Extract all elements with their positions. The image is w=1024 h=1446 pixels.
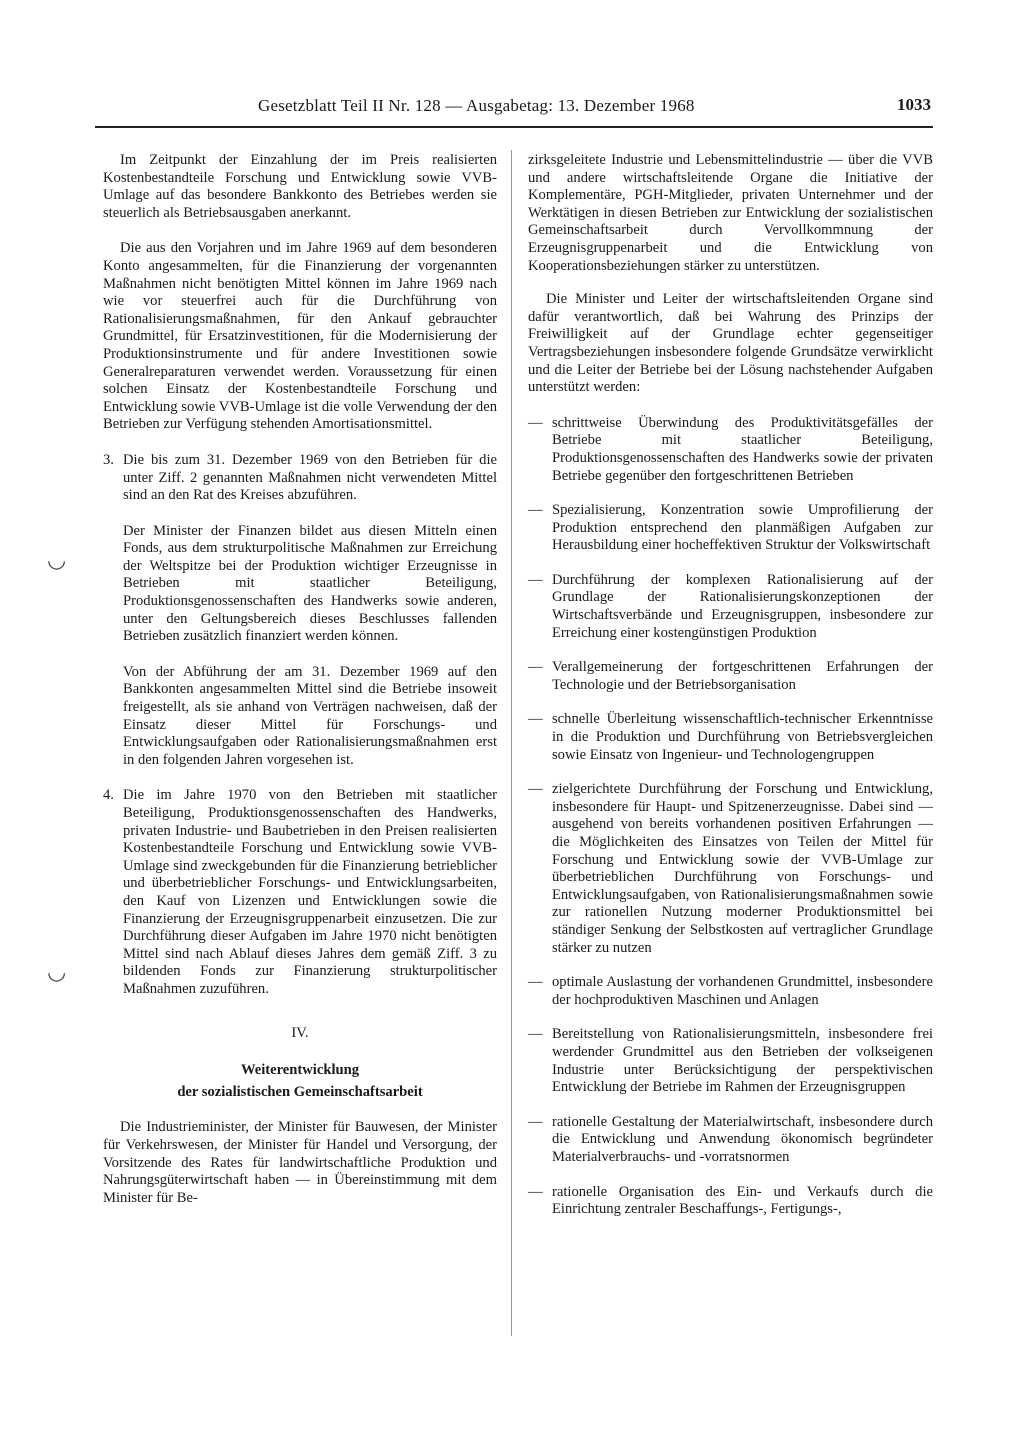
header-title: Gesetzblatt Teil II Nr. 128 — Ausgabetag: 13. Dezember 1968 (258, 96, 695, 115)
list-item-text: Durchführung der komplexen Rationalisierung auf der Grundlage der Rationalisierungskonzeptionen der Wirtschaftsverbände und Erzeugnisgruppen, insbesondere zur Erreichung einer kostengünstigen Produktion (552, 571, 933, 641)
list-item (528, 781, 933, 957)
column-divider (511, 150, 512, 1336)
list-item (528, 1026, 933, 1096)
list-item-text: Bereitstellung von Rationalisierungsmitteln, insbesondere frei werdender Grundmittel aus den Betrieben der volkseigenen Industrie unter Berücksichtigung der perspektivischen Entwicklung der Betriebe im Rahmen der Erzeugnisgruppen (552, 1026, 933, 1096)
list-item-text: rationelle Organisation des Ein- und Verkaufs durch die Einrichtung zentraler Beschaffungs-, Fertigungs-, (552, 1183, 933, 1218)
paragraph: Der Minister der Finanzen bildet aus diesen Mitteln einen Fonds, aus dem strukturpolitische Maßnahmen zur Erreichung der Weltspitze bei der Produktion wichtiger Erzeugnisse in Betrieben mit staatlicher Beteiligung, Produktionsgenossenschaften des Handwerks sowie anderen, unter den Geltungsbereich dieses Beschlusses fallenden Betrieben zusätzlich finanziert werden können. (123, 522, 497, 645)
dash-bullet: — (528, 711, 543, 728)
list-item (528, 415, 933, 485)
paragraph: Die aus den Vorjahren und im Jahre 1969 auf dem besonderen Konto angesammelten, für die Finanzierung der vorgenannten Maßnahmen nicht benötigten Mittel können im Jahre 1969 nach wie vor steuerfrei auch für die Durchführung von Rationalisierungsmaßnahmen, für den Ankauf gebrauchter Grundmittel, für Ersatzinvestitionen, für die Modernisierung der Produktionsinstrumente und für andere Investitionen sowie Generalreparaturen verwendet werden. Voraussetzung für einen solchen Einsatz der Kostenbestandteile Forschung und Entwicklung sowie VVB-Umlage ist die volle Verwendung der den Betrieben zur Verfügung stehenden Amortisationsmittel. (103, 240, 497, 433)
margin-mark: ◡ (47, 960, 67, 985)
list-item (528, 711, 933, 764)
left-column (103, 152, 497, 1225)
numbered-item-4 (103, 787, 497, 998)
list-item-text: rationelle Gestaltung der Materialwirtschaft, insbesondere durch die Entwicklung und Anwendung ökonomisch begründeter Materialverbrauchs- und -vorratsnormen (552, 1113, 933, 1165)
dash-bullet: — (528, 781, 543, 798)
list-item-text: schnelle Überleitung wissenschaftlich-technischer Erkenntnisse in die Produktion und Durchführung von Betriebsvergleichen sowie Einsatz von Ingenieur- und Technologengruppen (552, 711, 933, 763)
paragraph: Die Industrieminister, der Minister für Bauwesen, der Minister für Verkehrswesen, der Minister für Handel und Versorgung, der Vorsitzende des Rates für landwirtschaftliche Produktion und Nahrungsgüterwirtschaft haben — in Übereinstimmung mit dem Minister für Be- (103, 1119, 497, 1206)
section-subtitle: der sozialistischen Gemeinschaftsarbeit (177, 1083, 423, 1100)
dash-bullet: — (528, 974, 543, 991)
list-item-text: optimale Auslastung der vorhandenen Grundmittel, insbesondere der hochproduktiven Maschinen und Anlagen (552, 974, 933, 1008)
paragraph: zirksgeleitete Industrie und Lebensmittelindustrie — über die VVB und andere wirtschaftsleitende Organe die Initiative der Komplementäre, PGH-Mitglieder, privaten Unternehmer und der Werktätigen in diesen Betrieben zur Entwicklung der sozialistischen Gemeinschaftsarbeit durch Vervollkommnung der Erzeugnisgruppenarbeit und die Entwicklung von Kooperationsbeziehungen stärker zu unterstützen. (528, 152, 933, 274)
list-item (528, 572, 933, 642)
list-item (528, 502, 933, 555)
paragraph: Die bis zum 31. Dezember 1969 von den Betrieben für die unter Ziff. 2 genannten Maßnahmen nicht verwendeten Mittel sind an den Rat des Kreises abzuführen. (123, 451, 497, 504)
list-item (528, 974, 933, 1009)
dash-bullet: — (528, 1026, 543, 1043)
paragraph: Im Zeitpunkt der Einzahlung der im Preis realisierten Kostenbestandteile Forschung und Entwicklung sowie VVB-Umlage auf das besondere Bankkonto des Betriebes werden sie steuerlich als Betriebsausgaben anerkannt. (103, 152, 497, 221)
list-item (528, 1114, 933, 1167)
dash-bullet: — (528, 1113, 543, 1130)
list-item-text: schrittweise Überwindung des Produktivitätsgefälles der Betriebe mit staatlicher Beteiligung, Produktionsgenossenschaften des Handwerks sowie der privaten Betriebe gegenüber den fortgeschrittenen Betrieben (552, 414, 933, 484)
dash-bullet: — (528, 571, 543, 588)
dash-bullet: — (528, 1183, 543, 1200)
item-number: 4. (103, 787, 114, 804)
list-item (528, 1184, 933, 1219)
item-number: 3. (103, 451, 114, 468)
section-number: IV. (291, 1024, 309, 1041)
dash-bullet: — (528, 414, 543, 431)
margin-mark: ◡ (47, 548, 67, 573)
paragraph: Die Minister und Leiter der wirtschaftsleitenden Organe sind dafür verantwortlich, daß bei Wahrung des Prinzips der Freiwilligkeit auf der Grundlage echter gegenseitiger Vertragsbeziehungen insbesondere folgende Grundsätze verwirklicht und die Leiter der Betriebe bei der Lösung nachstehender Aufgaben unterstützt werden: (528, 291, 933, 396)
right-column (528, 152, 933, 1236)
numbered-item-3 (103, 452, 497, 770)
page-number: 1033 (897, 95, 931, 114)
dash-bullet: — (528, 502, 543, 519)
list-item-text: Spezialisierung, Konzentration sowie Umprofilierung der Produktion entsprechend den planmäßigen Aufgaben zur Herausbildung einer hocheffektiven Struktur der Volkswirtschaft (552, 502, 933, 554)
list-item-text: Verallgemeinerung der fortgeschrittenen Erfahrungen der Technologie und der Betriebsorganisation (552, 659, 933, 693)
list-item (528, 659, 933, 694)
section-title: Weiterentwicklung (240, 1062, 360, 1079)
dash-bullet: — (528, 659, 543, 676)
list-item-text: zielgerichtete Durchführung der Forschung und Entwicklung, insbesondere für Haupt- und Spitzenerzeugnisse. Dabei sind — ausgehend von bereits vorhandenen positiven Erfahrungen — die Möglichkeiten des Einsatzes von Teilen der Mittel für Forschung und Entwicklung sowie der VVB-Umlage zur überbetrieblichen Durchführung von Forschungs- und Entwicklungsaufgaben, von Rationalisierungsmaßnahmen sowie zur rationellen Nutzung moderner Produktionsmittel bei ständiger Senkung der Selbstkosten auf vertraglicher Grundlage stärker zu nutzen (552, 781, 933, 956)
dash-list (528, 415, 933, 1219)
paragraph: Die im Jahre 1970 von den Betrieben mit staatlicher Beteiligung, Produktionsgenossenschaften des Handwerks, privaten Industrie- und Baubetrieben in den Preisen realisierten Kostenbestandteile Forschung und Entwicklung sowie VVB-Umlage sind zweckgebunden für die Finanzierung betrieblicher und überbetrieblicher Forschungs- und Entwicklungsarbeiten, den Kauf von Lizenzen und Entwicklungen sowie die Finanzierung der Erzeugnisgruppenarbeit einzusetzen. Die zur Durchführung dieser Aufgaben im Jahre 1970 nicht benötigten Mittel sind nach Ablauf dieses Jahres dem gemäß Ziff. 3 zu bildenden Fonds zur Finanzierung strukturpolitischer Maßnahmen zuzuführen. (123, 787, 497, 997)
page-header (95, 90, 933, 128)
paragraph: Von der Abführung der am 31. Dezember 1969 auf den Bankkonten angesammelten Mittel sind die Betriebe insoweit freigestellt, als sie anhand von Verträgen nachweisen, daß der Einsatz dieser Mittel für Forschungs- und Entwicklungsaufgaben oder Rationalisierungsmaßnahmen erst in den folgenden Jahren vorgesehen ist. (123, 663, 497, 768)
